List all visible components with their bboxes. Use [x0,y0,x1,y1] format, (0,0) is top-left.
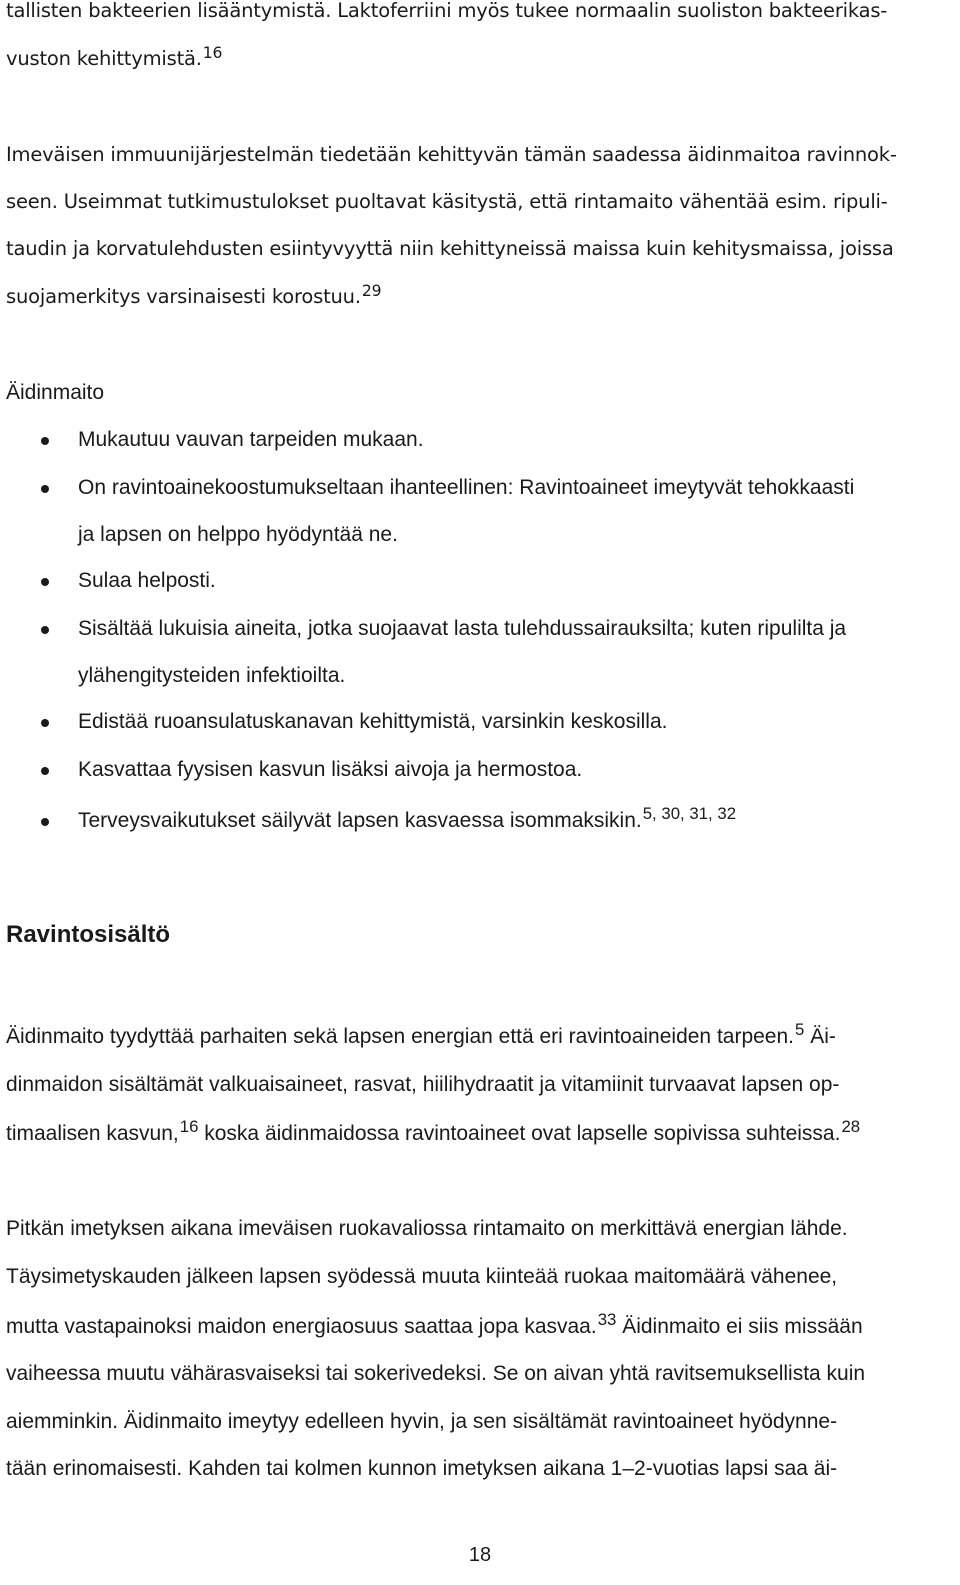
para2-line4-text: suojamerkitys varsinaisesti korostuu. [6,285,361,308]
list-item [0,757,960,783]
bullet-dot-icon [41,818,49,826]
para1-line2-text: vuston kehittymistä. [6,47,202,70]
list-item [0,475,960,501]
para4-line4-text: vaiheessa muutu vähärasvaiseksi tai sokerivedeksi. Se on aivan yhtä ravitsemuksellista kuin [6,1362,866,1385]
para4-line5-text: aiemminkin. Äidinmaito imeytyy edelleen hyvin, ja sen sisältämät ravintoaineet hyödynne- [6,1410,838,1433]
list-item-text [78,804,737,835]
para3-line3 [6,1117,861,1148]
list-item-text: Sulaa helposti. [78,569,216,592]
para2-line4 [6,281,382,311]
para3-line1-tail: Äi- [804,1025,836,1048]
para2-line2 [6,189,888,215]
bullet-dot-icon [41,626,49,634]
list-item-continuation: ja lapsen on helppo hyödyntää ne. [78,523,398,546]
para4-line5 [6,1409,837,1435]
para4-line6 [6,1456,837,1482]
list-item [0,568,960,594]
para4-line3-text-a: mutta vastapainoksi maidon energiaosuus saattaa jopa kasvaa. [6,1315,597,1338]
list-item-text: Sisältää lukuisia aineita, jotka suojaavat lasta tulehdussairauksilta; kuten ripulilta ja [78,617,847,640]
bullet-dot-icon [41,578,49,586]
para4-line6-text: tään erinomaisesti. Kahden tai kolmen kunnon imetyksen aikana 1–2-vuotias lapsi saa äi- [6,1457,838,1480]
footnote-ref: 33 [597,1310,617,1330]
footnote-ref: 5 [795,1020,805,1040]
para4-line1-text: Pitkän imetyksen aikana imeväisen ruokavaliossa rintamaito on merkittävä energian lähde. [6,1217,848,1240]
list-item [0,804,960,834]
para1-line1-text: tallisten bakteerien lisääntymistä. Laktoferriini myös tukee normaalin suoliston bakteerikas- [6,0,888,22]
bullet-dot-icon [41,719,49,727]
list-intro [6,380,104,406]
footnote-ref: 29 [361,281,382,300]
bullet-dot-icon [41,767,49,775]
page-number: 18 [468,1544,492,1566]
para2-line2-text: seen. Useimmat tutkimustulokset puoltavat käsitystä, että rintamaito vähentää esim. ripuli- [6,190,888,213]
footnote-ref: 5, 30, 31, 32 [642,804,737,824]
para4-line3 [6,1310,863,1341]
footnote-ref: 16 [202,43,223,62]
para4-line3-text-b: Äidinmaito ei siis missään [616,1315,863,1338]
para4-line2 [6,1264,837,1290]
list-item-text-main: Terveysvaikutukset säilyvät lapsen kasvaessa isommaksikin. [78,809,642,832]
para3-line1-text: Äidinmaito tyydyttää parhaiten sekä lapsen energian että eri ravintoaineiden tarpeen. [6,1025,795,1048]
list-item [0,709,960,735]
para3-line3-text-a: timaalisen kasvun, [6,1122,179,1145]
list-item-text: Kasvattaa fyysisen kasvun lisäksi aivoja ja hermostoa. [78,758,583,781]
list-item [0,616,960,642]
para3-line1 [6,1020,836,1051]
list-item-text: Mukautuu vauvan tarpeiden mukaan. [78,428,424,451]
para2-line3-text: taudin ja korvatulehdusten esiintyvyyttä niin kehittyneissä maissa kuin kehitysmaissa, joissa [6,237,894,260]
para4-line4 [6,1361,865,1387]
para4-line2-text: Täysimetyskauden jälkeen lapsen syödessä muuta kiinteää ruokaa maitomäärä vähenee, [6,1265,838,1288]
list-item-text: Edistää ruoansulatuskanavan kehittymistä, varsinkin keskosilla. [78,710,668,733]
list-intro-text: Äidinmaito [6,381,105,404]
para2-line3 [6,236,894,262]
para4-line1 [6,1216,848,1242]
para1-line2 [6,43,223,73]
para3-line2 [6,1072,839,1098]
para3-line3-text-b: koska äidinmaidossa ravintoaineet ovat lapselle sopivissa suhteissa. [198,1122,841,1145]
footnote-ref: 16 [179,1117,199,1137]
list-item-text: On ravintoainekoostumukseltaan ihanteellinen: Ravintoaineet imeytyvät tehokkaasti [78,476,855,499]
section-heading: Ravintosisältö [6,921,171,948]
bullet-dot-icon [41,437,49,445]
list-item-continuation: ylähengitysteiden infektioilta. [78,664,346,687]
para3-line2-text: dinmaidon sisältämät valkuaisaineet, rasvat, hiilihydraatit ja vitamiinit turvaavat lapsen op- [6,1073,840,1096]
bullet-dot-icon [41,485,49,493]
para2-line1 [6,142,897,168]
list-item [0,427,960,453]
para2-line1-text: Imeväisen immuunijärjestelmän tiedetään kehittyvän tämän saadessa äidinmaitoa ravinnok- [6,143,897,166]
para1-line1 [6,0,887,24]
footnote-ref: 28 [841,1117,861,1137]
